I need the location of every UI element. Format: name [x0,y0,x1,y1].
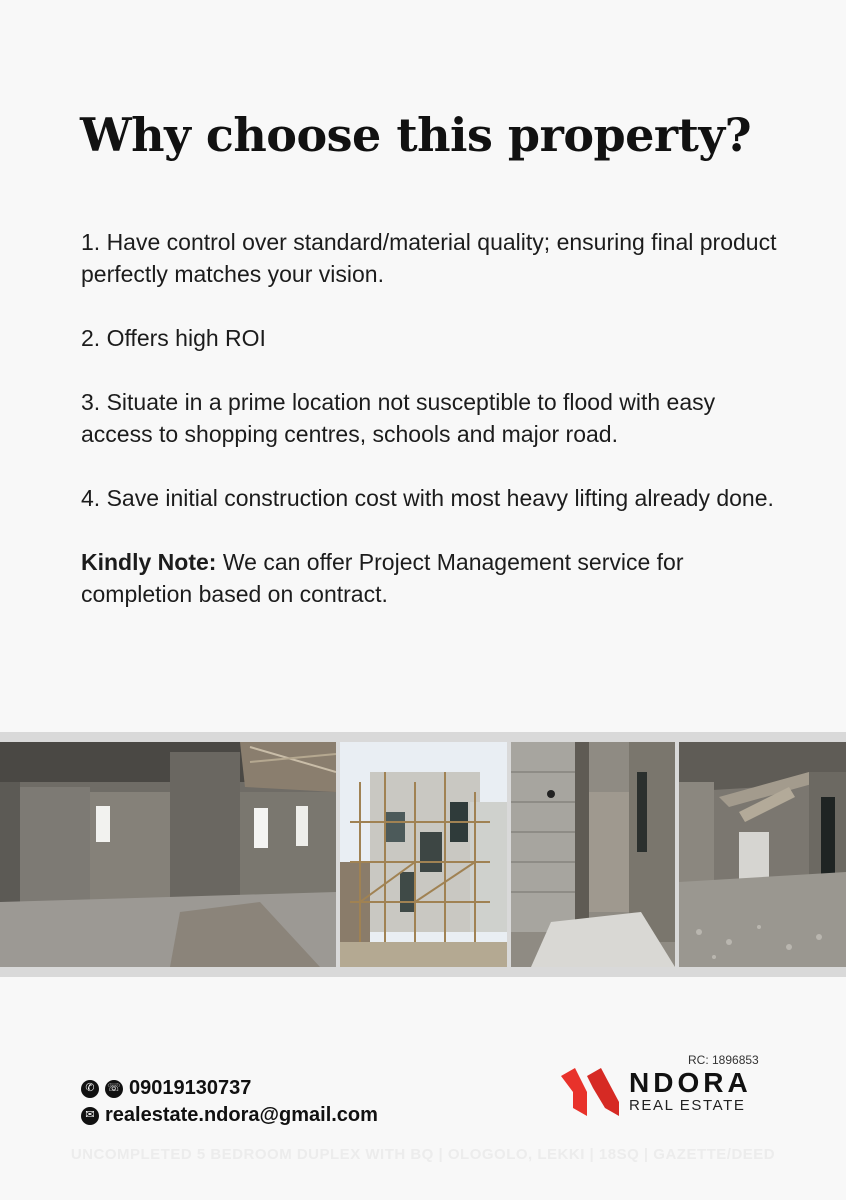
benefit-item-3: 3. Situate in a prime location not susceptible to flood with easy access to shopping centres, schools and major road. [81,389,716,447]
page-title: Why choose this property? [80,108,752,162]
phone-icon: ✆ [81,1080,99,1098]
corridor-photo [511,742,675,967]
brand-subtitle: REAL ESTATE [629,1097,746,1114]
benefit-list [81,226,781,642]
note-text: We can offer Project Management service for completion based on contract. [81,549,684,607]
phone-number[interactable]: 09019130737 [129,1077,252,1099]
whatsapp-icon: ☏ [105,1080,123,1098]
brand-logo [561,1068,752,1116]
registration-number: RC: 1896853 [688,1053,759,1067]
interior-room-photo [0,742,336,967]
contact-info [81,1075,378,1129]
photo-strip [0,732,846,977]
benefit-item-4: 4. Save initial construction cost with most heavy lifting already done. [81,485,774,511]
hall-rubble-photo [679,742,846,967]
building-scaffold-photo [340,742,507,967]
listing-footer: UNCOMPLETED 5 BEDROOM DUPLEX WITH BQ | OLOGOLO, LEKKI | 18SQ | GAZETTE/DEED [70,1146,776,1163]
note-label: Kindly Note: [81,549,217,575]
benefit-item-2: 2. Offers high ROI [81,325,266,351]
email-row [81,1102,378,1129]
email-address[interactable]: realestate.ndora@gmail.com [105,1104,378,1126]
benefit-item-1: 1. Have control over standard/material quality; ensuring final product perfectly matches your vision. [81,229,777,287]
phone-row [81,1075,378,1102]
ndora-logo-mark-icon [561,1068,619,1116]
email-icon: ✉ [81,1107,99,1125]
kindly-note [81,546,781,610]
brand-name: NDORA [629,1067,752,1098]
